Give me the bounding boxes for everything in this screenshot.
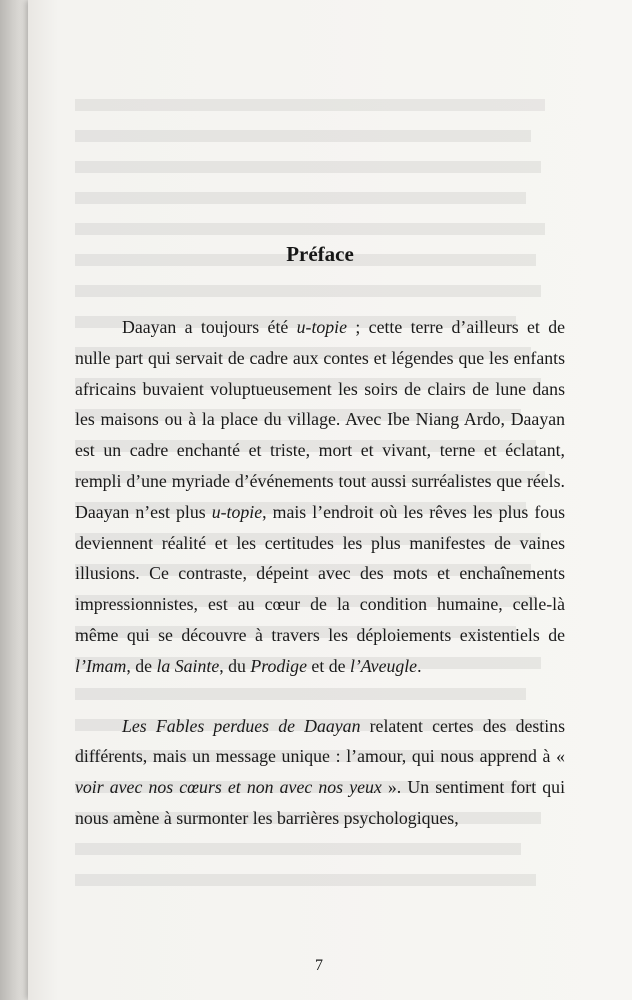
italic-text: voir avec nos cœurs et non avec nos yeux [75,777,382,798]
italic-text: l’Imam [75,655,127,676]
italic-text: l’Aveugle [349,655,418,676]
paragraph-1 [75,312,565,682]
text-run: ; cette terre d’ailleurs et de nulle part qui servait de cadre aux contes et légendes que les enfants africains buvaient voluptueusement les soirs de clairs de lune dans les maisons ou à la place du village. Avec Ibe Niang Ardo, Daayan est un cadre enchanté et triste, mort et vivant, terne et éclatant, rempli d’une myriade d’événements tout aussi surréalistes que réels. Daayan n’est plus [75,317,565,522]
italic-text: u-topie [296,317,348,337]
text-run: ». Un sentiment fort qui nous amène à surmonter les barrières psychologiques, [75,777,566,828]
text-run: et de [306,655,350,676]
text-run: , mais l’endroit où les rêves les plus fous deviennent réalité et les certitudes les plus manifestes de vaines illusions. Ce contraste, dépeint avec des mots et enchaînements impressionnistes, est au cœur de la condition humaine, celle-là même qui se découvre à travers les déploiements existentiels de [75,501,566,645]
paragraph-2 [75,711,565,834]
chapter-title: Préface [286,242,354,266]
body-text [75,312,565,834]
text-run: . [417,655,422,676]
text-run: Daayan a toujours été [122,317,297,337]
italic-text: la Sainte [156,655,220,676]
page-number: 7 [315,957,323,974]
italic-text: Prodige [250,655,307,676]
text-run: , du [219,655,251,676]
italic-text: Les Fables perdues de Daayan [122,715,361,736]
text-run: , de [126,655,157,676]
italic-text: u-topie [211,501,263,522]
text-run: relatent certes des destins différents, mais un message unique : l’amour, qui nous apprend à « [75,715,565,767]
